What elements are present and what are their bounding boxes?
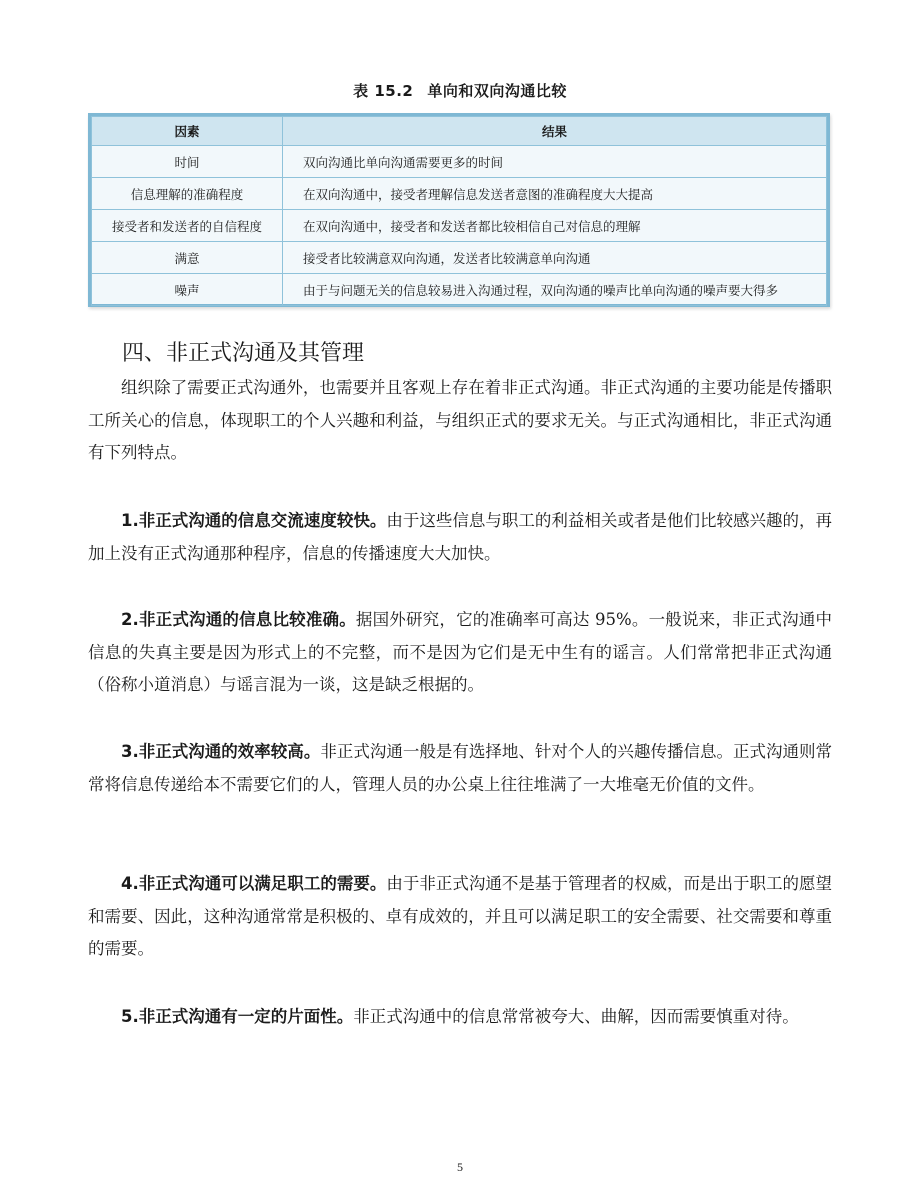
point-lead: 3.非正式沟通的效率较高。	[121, 742, 321, 761]
result-cell: 双向沟通比单向沟通需要更多的时间	[283, 146, 827, 178]
point-paragraph-2	[88, 604, 832, 702]
point-text: 由于非正式沟通不是基于管理者的权威，而是出于职工的愿望和需要、因此，这种沟通常常是积极的、卓有成效的，并且可以满足职工的安全需要、社交需要和尊重的需要。	[88, 874, 833, 958]
table-caption-number: 表 15.2	[353, 82, 414, 100]
factor-cell: 时间	[92, 146, 283, 178]
point-paragraph-4	[88, 868, 832, 966]
intro-paragraph: 组织除了需要正式沟通外，也需要并且客观上存在着非正式沟通。非正式沟通的主要功能是传播职工所关心的信息，体现职工的个人兴趣和利益，与组织正式的要求无关。与正式沟通相比，非正式沟通有下列特点。	[88, 378, 832, 462]
point-lead: 4.非正式沟通可以满足职工的需要。	[121, 874, 387, 893]
table-caption-title: 单向和双向沟通比较	[427, 82, 567, 100]
point-paragraph-5	[88, 1001, 832, 1034]
factor-cell: 接受者和发送者的自信程度	[92, 210, 283, 242]
result-cell: 在双向沟通中，接受者理解信息发送者意图的准确程度大大提高	[283, 178, 827, 210]
point-paragraph-1	[88, 505, 832, 570]
table-row	[92, 146, 827, 178]
factor-cell: 满意	[92, 242, 283, 274]
point-text: 据国外研究，它的准确率可高达 95%。一般说来，非正式沟通中信息的失真主要是因为形式上的不完整，而不是因为它们是无中生有的谣言。人们常常把非正式沟通（俗称小道消息）与谣言混为一谈，这是缺乏根据的。	[88, 610, 832, 694]
result-cell: 接受者比较满意双向沟通，发送者比较满意单向沟通	[283, 242, 827, 274]
factor-cell: 噪声	[92, 274, 283, 306]
table-header-row	[92, 117, 827, 146]
table-caption	[0, 80, 920, 101]
point-paragraph-3	[88, 736, 832, 801]
result-cell: 在双向沟通中，接受者和发送者都比较相信自己对信息的理解	[283, 210, 827, 242]
point-lead: 5.非正式沟通有一定的片面性。	[121, 1007, 354, 1026]
point-text: 非正式沟通一般是有选择地、针对个人的兴趣传播信息。正式沟通则常常将信息传递给本不需要它们的人，管理人员的办公桌上往往堆满了一大堆毫无价值的文件。	[88, 742, 833, 794]
header-result: 结果	[283, 117, 827, 146]
table-row	[92, 210, 827, 242]
header-factor: 因素	[92, 117, 283, 146]
section-title: 四、非正式沟通及其管理	[122, 341, 365, 366]
comparison-table	[91, 116, 827, 306]
point-text: 由于这些信息与职工的利益相关或者是他们比较感兴趣的，再加上没有正式沟通那种程序，信息的传播速度大大加快。	[88, 511, 833, 563]
comparison-table-frame	[88, 113, 830, 307]
result-cell: 由于与问题无关的信息较易进入沟通过程，双向沟通的噪声比单向沟通的噪声要大得多	[283, 274, 827, 306]
factor-cell: 信息理解的准确程度	[92, 178, 283, 210]
point-text: 非正式沟通中的信息常常被夸大、曲解，因而需要慎重对待。	[353, 1007, 799, 1026]
point-lead: 2.非正式沟通的信息比较准确。	[121, 610, 356, 629]
page-number: 5	[457, 1160, 463, 1174]
point-lead: 1.非正式沟通的信息交流速度较快。	[121, 511, 387, 530]
table-row	[92, 242, 827, 274]
table-row	[92, 178, 827, 210]
table-row	[92, 274, 827, 306]
